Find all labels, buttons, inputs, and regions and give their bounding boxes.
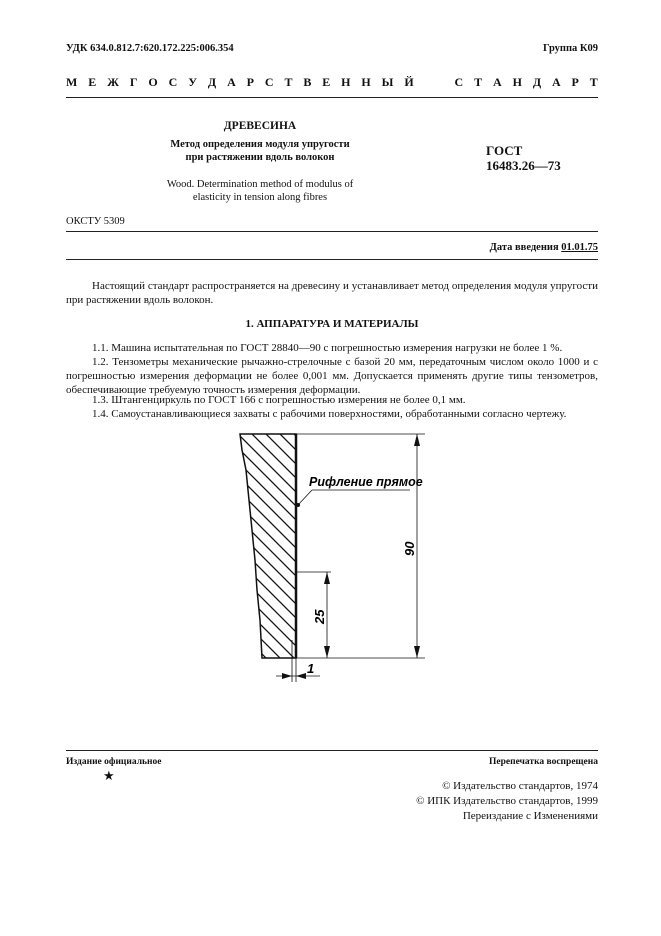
arrow-icon xyxy=(282,673,292,679)
banner-letter: Й xyxy=(404,75,414,89)
banner-letter: Д xyxy=(532,75,542,89)
arrow-icon xyxy=(296,673,306,679)
banner-letter: Ы xyxy=(381,75,394,89)
intro-paragraph: Настоящий стандарт распространяется на древесину и устанавливает метод определения модуля упругости при растяжении вдоль волокон. xyxy=(66,280,598,306)
banner-letter: С xyxy=(168,75,178,89)
banner-letter: С xyxy=(454,75,464,89)
okstu-code: ОКСТУ 5309 xyxy=(66,216,125,227)
copyright-line: © Издательство стандартов, 1974 xyxy=(442,780,598,792)
banner-letter: Т xyxy=(474,75,483,89)
reprint-notice: Перепечатка воспрещена xyxy=(488,757,598,767)
dimension-90-label: 90 xyxy=(402,541,417,556)
standard-title: ДРЕВЕСИНА xyxy=(223,120,297,132)
clause-1-1: 1.1. Машина испытательная по ГОСТ 28840—90 с погрешностью измерения нагрузки не более 1 %. xyxy=(92,342,563,354)
effective-date-label: Дата введения xyxy=(489,242,559,253)
gost-number: ГОСТ 16483.26—73 xyxy=(486,143,561,173)
official-edition: Издание официальное xyxy=(66,757,162,767)
banner-letter: Д xyxy=(207,75,217,89)
clause-1-3: 1.3. Штангенциркуль по ГОСТ 166 с погрешностью измерения не более 0,1 мм. xyxy=(92,394,466,406)
section-title: 1. АППАРАТУРА И МАТЕРИАЛЫ xyxy=(245,318,419,330)
banner-letter: Е xyxy=(322,75,331,89)
star-icon: ★ xyxy=(103,768,115,783)
leader-line xyxy=(298,490,312,505)
banner-letter: М xyxy=(66,75,78,89)
banner-letter: С xyxy=(264,75,274,89)
banner-letter: Р xyxy=(571,75,579,89)
ripple-label: Рифление прямое xyxy=(309,475,423,489)
clause-1-4: 1.4. Самоустанавливающиеся захваты с рабочими поверхностями, обработанными согласно чертежу. xyxy=(92,408,567,420)
banner-letter: Ж xyxy=(107,75,119,89)
udk-code: УДК 634.0.812.7:620.172.225:006.354 xyxy=(66,43,234,54)
dimension-25-label: 25 xyxy=(312,609,327,624)
banner-letter: Е xyxy=(88,75,97,89)
divider xyxy=(66,750,598,751)
copyright-block xyxy=(416,779,598,824)
banner-letter: Р xyxy=(246,75,254,89)
copyright-line: © ИПК Издательство стандартов, 1999 xyxy=(416,795,598,807)
banner-letter: Н xyxy=(512,75,522,89)
banner-letter: О xyxy=(148,75,158,89)
banner-letter: Т xyxy=(589,75,598,89)
english-subtitle: Wood. Determination method of modulus of elasticity in tension along fibres xyxy=(166,179,354,203)
banner-letter: Т xyxy=(284,75,293,89)
arrow-icon xyxy=(324,572,330,584)
effective-date-value: 01.01.75 xyxy=(561,242,598,253)
clause-1-2: 1.2. Тензометры механические рычажно-стрелочные с базой 20 мм, передаточным числом около 1000 и с погрешностью измерения деформации не более 0,001 мм. Допускается применять другие типы тензометров, обеспечивающие требуемую точность измерения деформации. xyxy=(66,356,598,396)
group-code: Группа К09 xyxy=(542,43,598,54)
banner-letter: А xyxy=(227,75,236,89)
banner-letter: У xyxy=(188,75,198,89)
reissue-note: Переиздание с Изменениями xyxy=(462,810,598,822)
banner-letter: Н xyxy=(361,75,371,89)
russian-subtitle: Метод определения модуля упругости при растяжении вдоль волокон xyxy=(170,139,350,163)
banner-letter: А xyxy=(493,75,502,89)
arrow-icon xyxy=(324,646,330,658)
arrow-icon xyxy=(414,646,420,658)
dimension-1-label: 1 xyxy=(307,661,315,676)
grip-section xyxy=(240,434,296,658)
arrow-icon xyxy=(414,434,420,446)
banner-letter: А xyxy=(551,75,561,89)
leader-dot xyxy=(296,503,300,507)
banner-letter: Н xyxy=(341,75,351,89)
banner-letter: В xyxy=(303,75,312,89)
banner-letter: Г xyxy=(129,75,138,89)
